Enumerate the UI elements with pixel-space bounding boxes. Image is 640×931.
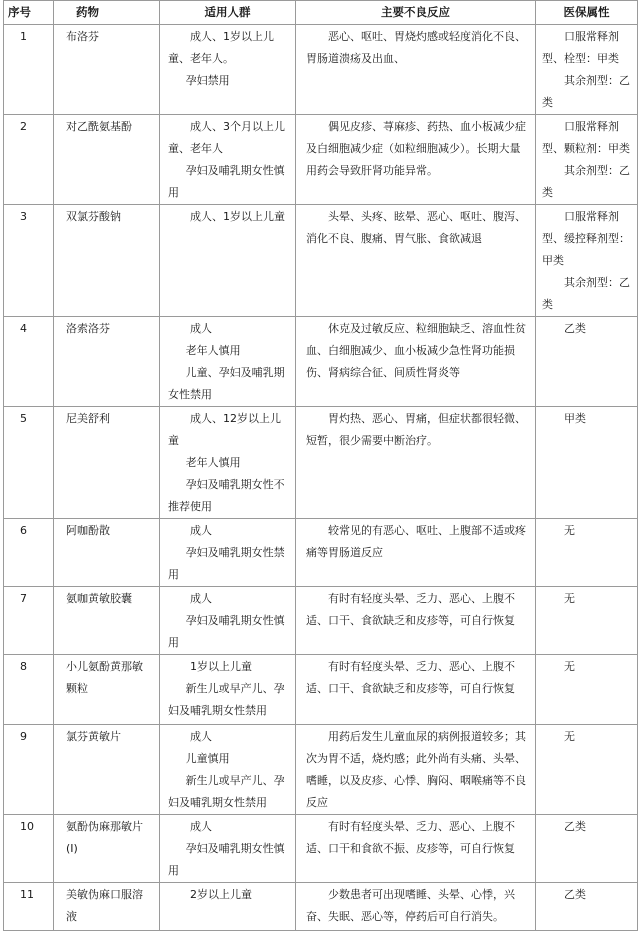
table-row — [4, 115, 638, 205]
table-header-row — [4, 1, 638, 25]
cell-population — [160, 205, 296, 317]
cell-population — [160, 519, 296, 587]
insurance-line: 乙类 — [564, 820, 586, 833]
population-line: 孕妇禁用 — [185, 74, 230, 87]
cell-adverse: 有时有轻度头晕、乏力、恶心、上腹不适、口干、食欲缺乏和皮疹等，可自行恢复 — [296, 655, 536, 725]
cell-no: 5 — [4, 407, 54, 519]
cell-drug: 对乙酰氨基酚 — [54, 115, 160, 205]
cell-insurance — [536, 407, 638, 519]
cell-adverse: 用药后发生儿童血尿的病例报道较多；其次为胃不适，烧灼感；此外尚有头痛、头晕、嗜睡，以及皮疹、心悸、胸闷、咽喉痛等不良反应 — [296, 725, 536, 815]
population-line: 孕妇及哺乳期女性慎用 — [168, 842, 285, 877]
insurance-line: 口服常释剂型、颗粒剂：甲类 — [542, 120, 630, 155]
cell-no: 9 — [4, 725, 54, 815]
cell-drug: 小儿氨酚黄那敏颗粒 — [54, 655, 160, 725]
drug-table — [3, 0, 638, 931]
cell-drug: 氯芬黄敏片 — [54, 725, 160, 815]
population-line: 成人 — [190, 592, 212, 605]
population-line: 孕妇及哺乳期女性慎用 — [168, 164, 285, 199]
cell-adverse: 有时有轻度头晕、乏力、恶心、上腹不适、口干和食欲不振、皮疹等，可自行恢复 — [296, 815, 536, 883]
table-row — [4, 587, 638, 655]
cell-insurance — [536, 815, 638, 883]
header-drug: 药物 — [54, 1, 160, 25]
cell-no: 1 — [4, 25, 54, 115]
table-row — [4, 25, 638, 115]
population-line: 孕妇及哺乳期女性慎用 — [168, 614, 285, 649]
table-row — [4, 815, 638, 883]
population-line: 孕妇及哺乳期女性禁用 — [168, 546, 285, 581]
table-row — [4, 655, 638, 725]
cell-drug: 氨酚伪麻那敏片(Ⅰ) — [54, 815, 160, 883]
insurance-line: 其余剂型：乙类 — [542, 276, 630, 311]
population-line: 成人、1岁以上儿童 — [190, 210, 285, 223]
cell-adverse: 胃灼热、恶心、胃痛，但症状都很轻微、短暂，很少需要中断治疗。 — [296, 407, 536, 519]
cell-adverse: 头晕、头疼、眩晕、恶心、呕吐、腹泻、消化不良、腹痛、胃气胀、食欲减退 — [296, 205, 536, 317]
population-line: 成人 — [190, 524, 212, 537]
table-row — [4, 317, 638, 407]
cell-insurance — [536, 205, 638, 317]
population-line: 儿童、孕妇及哺乳期女性禁用 — [168, 366, 285, 401]
insurance-line: 口服常释剂型、栓型：甲类 — [542, 30, 619, 65]
insurance-line: 无 — [564, 524, 575, 537]
population-line: 成人、12岁以上儿童 — [168, 412, 281, 447]
population-line: 新生儿或早产儿、孕妇及哺乳期女性禁用 — [168, 774, 285, 809]
table-row — [4, 205, 638, 317]
insurance-line: 其余剂型：乙类 — [542, 74, 630, 109]
cell-population — [160, 815, 296, 883]
table-row — [4, 883, 638, 931]
cell-insurance — [536, 655, 638, 725]
cell-no: 10 — [4, 815, 54, 883]
insurance-line: 无 — [564, 592, 575, 605]
cell-insurance — [536, 883, 638, 931]
cell-drug: 洛索洛芬 — [54, 317, 160, 407]
cell-insurance — [536, 25, 638, 115]
cell-drug: 氨咖黄敏胶囊 — [54, 587, 160, 655]
population-line: 儿童慎用 — [185, 752, 230, 765]
header-no: 序号 — [4, 1, 54, 25]
population-line: 成人、3个月以上儿童、老年人 — [168, 120, 285, 155]
cell-adverse: 有时有轻度头晕、乏力、恶心、上腹不适、口干、食欲缺乏和皮疹等，可自行恢复 — [296, 587, 536, 655]
cell-no: 3 — [4, 205, 54, 317]
population-line: 成人、1岁以上儿童、老年人。 — [168, 30, 274, 65]
cell-no: 6 — [4, 519, 54, 587]
cell-no: 7 — [4, 587, 54, 655]
table-row — [4, 519, 638, 587]
population-line: 孕妇及哺乳期女性不推荐使用 — [168, 478, 285, 513]
cell-population — [160, 115, 296, 205]
cell-population — [160, 655, 296, 725]
cell-population — [160, 883, 296, 931]
cell-population — [160, 407, 296, 519]
cell-insurance — [536, 115, 638, 205]
cell-population — [160, 587, 296, 655]
cell-drug: 双氯芬酸钠 — [54, 205, 160, 317]
insurance-line: 其余剂型：乙类 — [542, 164, 630, 199]
insurance-line: 无 — [564, 730, 575, 743]
cell-drug: 布洛芬 — [54, 25, 160, 115]
cell-adverse: 恶心、呕吐、胃烧灼感或轻度消化不良、胃肠道溃疡及出血、 — [296, 25, 536, 115]
insurance-line: 乙类 — [564, 322, 586, 335]
cell-no: 4 — [4, 317, 54, 407]
cell-insurance — [536, 519, 638, 587]
cell-insurance — [536, 317, 638, 407]
population-line: 1岁以上儿童 — [190, 660, 252, 673]
header-population: 适用人群 — [160, 1, 296, 25]
cell-no: 11 — [4, 883, 54, 931]
cell-drug: 尼美舒利 — [54, 407, 160, 519]
cell-adverse: 偶见皮疹、荨麻疹、药热、血小板减少症及白细胞减少症（如粒细胞减少）。长期大量用药会导致肝肾功能异常。 — [296, 115, 536, 205]
cell-drug: 美敏伪麻口服溶液 — [54, 883, 160, 931]
cell-drug: 阿咖酚散 — [54, 519, 160, 587]
cell-no: 2 — [4, 115, 54, 205]
cell-adverse: 休克及过敏反应、粒细胞缺乏、溶血性贫血、白细胞减少、血小板减少急性肾功能损伤、肾病综合征、间质性肾炎等 — [296, 317, 536, 407]
insurance-line: 口服常释剂型、缓控释剂型：甲类 — [542, 210, 630, 267]
insurance-line: 无 — [564, 660, 575, 673]
cell-insurance — [536, 587, 638, 655]
cell-population — [160, 25, 296, 115]
cell-adverse: 较常见的有恶心、呕吐、上腹部不适或疼痛等胃肠道反应 — [296, 519, 536, 587]
population-line: 2岁以上儿童 — [190, 888, 252, 901]
population-line: 成人 — [190, 820, 212, 833]
population-line: 新生儿或早产儿、孕妇及哺乳期女性禁用 — [168, 682, 285, 717]
cell-population — [160, 725, 296, 815]
cell-adverse: 少数患者可出现嗜睡、头晕、心悸，兴奋、失眠、恶心等，停药后可自行消失。 — [296, 883, 536, 931]
population-line: 成人 — [190, 322, 212, 335]
insurance-line: 乙类 — [564, 888, 586, 901]
header-adverse: 主要不良反应 — [296, 1, 536, 25]
header-insurance: 医保属性 — [536, 1, 638, 25]
cell-no: 8 — [4, 655, 54, 725]
population-line: 成人 — [190, 730, 212, 743]
cell-population — [160, 317, 296, 407]
table-row — [4, 725, 638, 815]
population-line: 老年人慎用 — [185, 344, 241, 357]
population-line: 老年人慎用 — [185, 456, 241, 469]
cell-insurance — [536, 725, 638, 815]
table-row — [4, 407, 638, 519]
insurance-line: 甲类 — [564, 412, 586, 425]
